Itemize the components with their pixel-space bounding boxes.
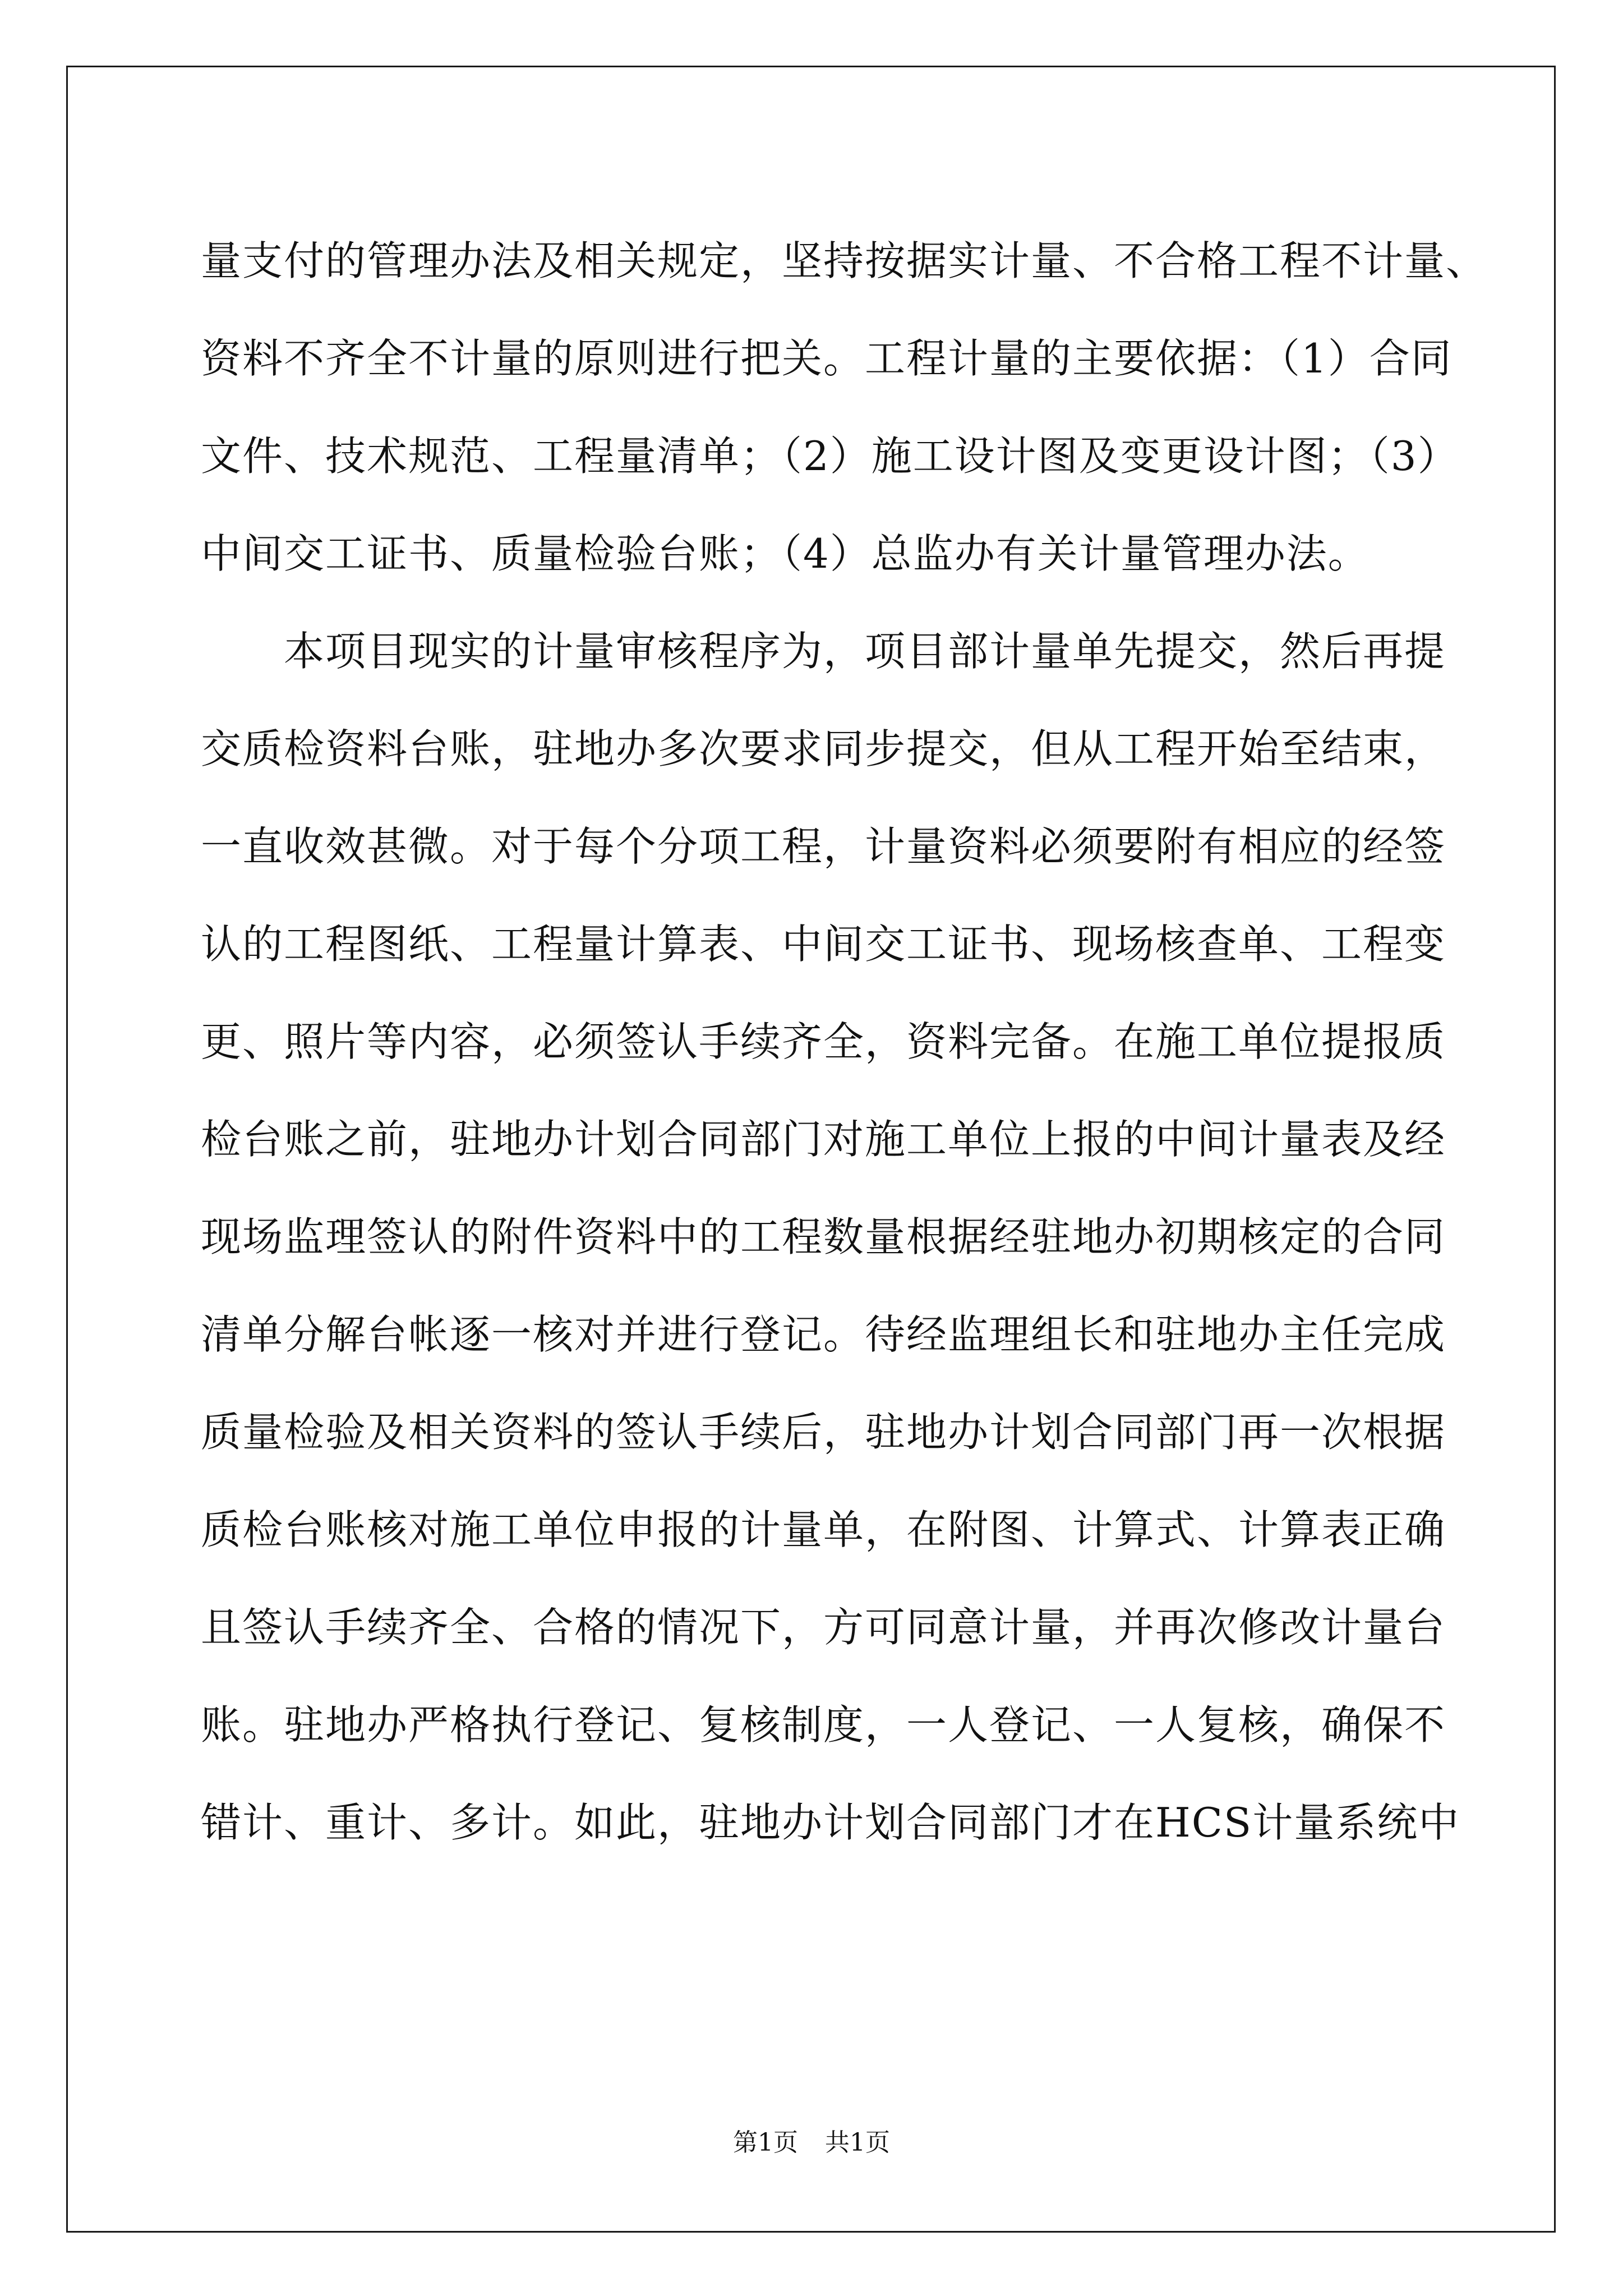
text-line: 质检台账核对施工单位申报的计量单，在附图、计算式、计算表正确: [201, 1506, 1446, 1553]
text-line: 认的工程图纸、工程量计算表、中间交工证书、现场核查单、工程变: [201, 921, 1446, 968]
text-line: 量支付的管理办法及相关规定，坚持按据实计量、不合格工程不计量、: [201, 237, 1488, 284]
page-total: 共1页: [825, 2128, 890, 2157]
page-footer: [0, 2126, 1623, 2160]
text-line: 更、照片等内容，必须签认手续齐全，资料完备。在施工单位提报质: [201, 1018, 1446, 1065]
text-line: 现场监理签认的附件资料中的工程数量根据经驻地办初期核定的合同: [201, 1213, 1446, 1260]
text-line: 一直收效甚微。对于每个分项工程，计量资料必须要附有相应的经签: [201, 823, 1446, 870]
text-line: 账。驻地办严格执行登记、复核制度，一人登记、一人复核，确保不: [201, 1701, 1446, 1749]
text-line: 资料不齐全不计量的原则进行把关。工程计量的主要依据：（1）合同: [201, 335, 1453, 382]
text-line: 交质检资料台账，驻地办多次要求同步提交，但从工程开始至结束，: [201, 725, 1446, 772]
text-line: 且签认手续齐全、合格的情况下，方可同意计量，并再次修改计量台: [201, 1604, 1446, 1651]
text-line: 本项目现实的计量审核程序为，项目部计量单先提交，然后再提: [201, 628, 1446, 675]
page-number: 第1页: [733, 2128, 798, 2157]
text-line: 检台账之前，驻地办计划合同部门对施工单位上报的中间计量表及经: [201, 1116, 1446, 1163]
text-line: 清单分解台帐逐一核对并进行登记。待经监理组长和驻地办主任完成: [201, 1311, 1446, 1358]
text-line: 错计、重计、多计。如此，驻地办计划合同部门才在HCS计量系统中: [201, 1799, 1460, 1846]
text-line: 文件、技术规范、工程量清单；（2）施工设计图及变更设计图；（3）: [201, 432, 1459, 480]
text-line: 中间交工证书、质量检验台账；（4）总监办有关计量管理办法。: [201, 530, 1370, 577]
text-line: 质量检验及相关资料的签认手续后，驻地办计划合同部门再一次根据: [201, 1409, 1446, 1456]
